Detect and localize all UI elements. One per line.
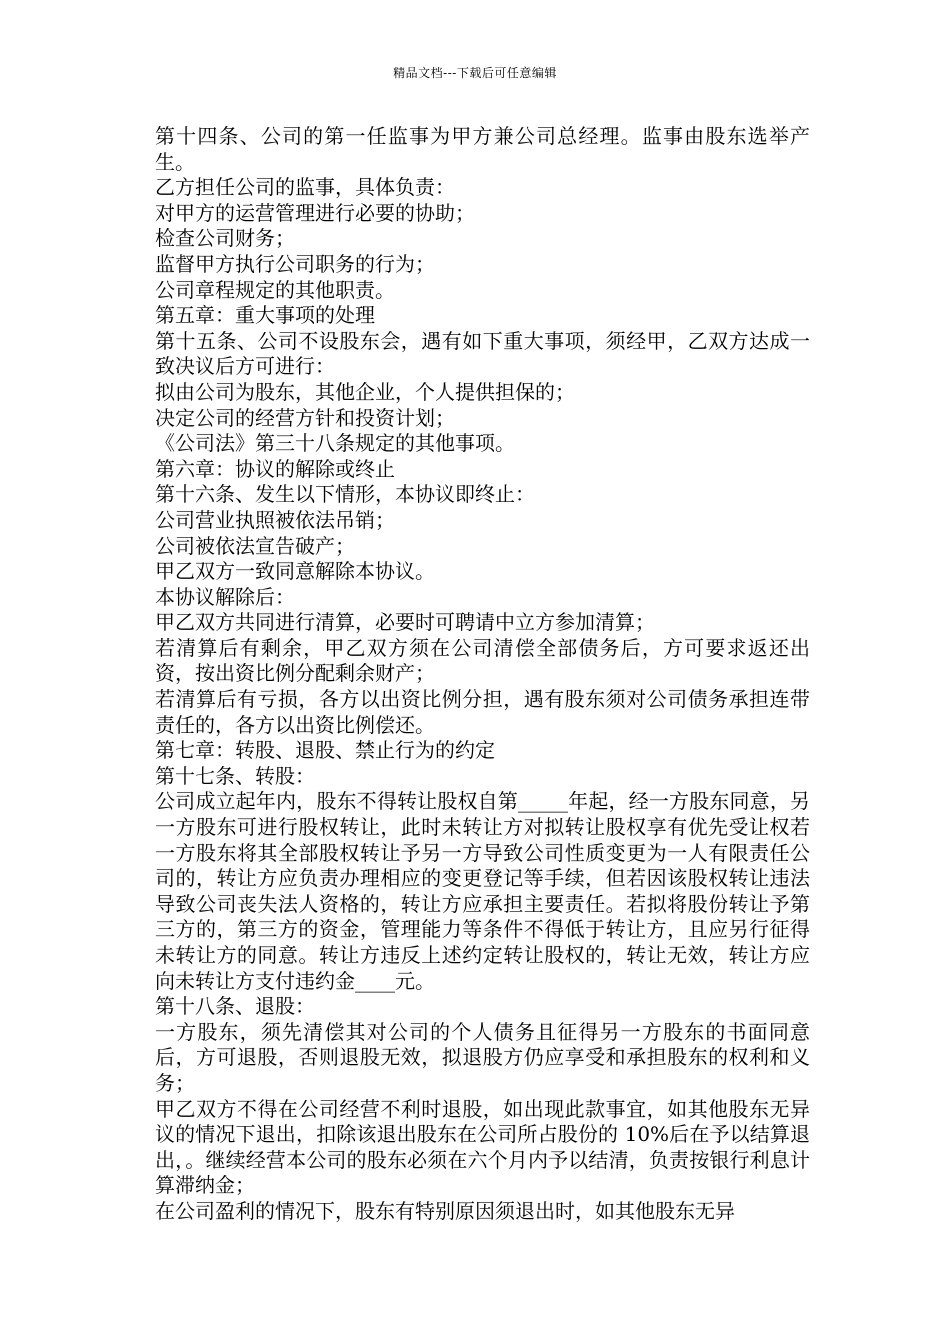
chapter-heading-5: 第五章：重大事项的处理: [155, 303, 375, 328]
list-item: 检查公司财务；: [155, 226, 295, 251]
paragraph-article-18: 第十八条、退股：: [155, 994, 315, 1019]
list-item: 若清算后有亏损，各方以出资比例分担，遇有股东须对公司债务承担连带责任的，各方以出资比例偿还。: [155, 687, 810, 737]
list-item: 甲乙双方共同进行清算，必要时可聘请中立方参加清算；: [155, 610, 655, 635]
list-item: 拟由公司为股东，其他企业，个人提供担保的；: [155, 379, 575, 404]
list-item: 一方股东，须先清偿其对公司的个人债务且征得另一方股东的书面同意后，方可退股，否则退股无效，拟退股方仍应享受和承担股东的权利和义务；: [155, 1019, 810, 1095]
list-item: 若清算后有剩余，甲乙双方须在公司清偿全部债务后，方可要求返还出资，按出资比例分配剩余财产；: [155, 635, 810, 686]
paragraph-share-transfer: 公司成立起年内，股东不得转让股权自第_____年起，经一方股东同意，另一方股东可进行股权转让，此时未转让方对拟转让股权享有优先受让权若一方股东将其全部股权转让予另一方导致公司性质变更为一人有限责任公司的，转让方应负责办理相应的变更登记等手续，但若因该股权转让违法导致公司丧失法人资格的，转让方应承担主要责任。若拟将股份转让予第三方的，第三方的资金，管理能力等条件不得低于转让方，且应另行征得未转让方的同意。转让方违反上述约定转让股权的，转让无效，转让方应向未转让方支付违约金____元。: [155, 789, 810, 993]
page-header: 精品文档---下载后可任意编辑: [393, 66, 557, 80]
paragraph-article-14: 第十四条、公司的第一任监事为甲方兼公司总经理。监事由股东选举产生。: [155, 124, 810, 174]
chapter-heading-6: 第六章：协议的解除或终止: [155, 456, 395, 481]
list-item: 甲乙双方不得在公司经营不利时退股，如出现此款事宜，如其他股东无异议的情况下退出，扣除该退出股东在公司所占股份的 10%后在予以结算退出，。继续经营本公司的股东必须在六个月内予以结清，负责按银行利息计算滞纳金；: [155, 1096, 810, 1198]
list-item: 公司营业执照被依法吊销；: [155, 507, 395, 532]
list-item: 公司被依法宣告破产；: [155, 533, 355, 558]
list-item: 对甲方的运营管理进行必要的协助；: [155, 200, 475, 225]
paragraph-supervisor-duties: 乙方担任公司的监事，具体负责：: [155, 175, 455, 200]
list-item: 《公司法》第三十八条规定的其他事项。: [155, 431, 515, 456]
document-body: [145, 124, 810, 1225]
list-item: 甲乙双方一致同意解除本协议。: [155, 559, 435, 584]
chapter-heading-7: 第七章：转股、退股、禁止行为的约定: [155, 738, 495, 763]
paragraph-article-16: 第十六条、发生以下情形，本协议即终止：: [155, 482, 535, 507]
paragraph-article-17: 第十七条、转股：: [155, 763, 315, 788]
paragraph-after-termination: 本协议解除后：: [155, 584, 295, 609]
paragraph-article-15: 第十五条、公司不设股东会，遇有如下重大事项，须经甲，乙双方达成一致决议后方可进行：: [155, 328, 810, 379]
list-item: 公司章程规定的其他职责。: [155, 277, 395, 302]
list-item: 在公司盈利的情况下，股东有特别原因须退出时，如其他股东无异: [155, 1198, 735, 1223]
list-item: 监督甲方执行公司职务的行为；: [155, 251, 435, 276]
list-item: 决定公司的经营方针和投资计划；: [155, 405, 455, 430]
